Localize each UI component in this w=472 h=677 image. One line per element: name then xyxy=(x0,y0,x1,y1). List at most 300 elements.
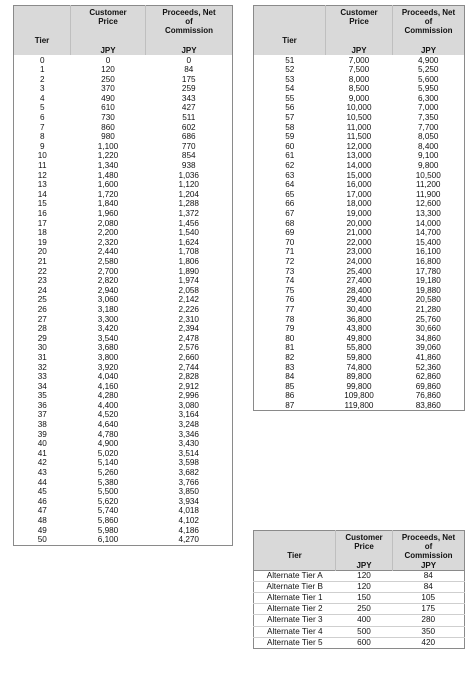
table-row xyxy=(14,247,233,257)
customer-price-cell: 10,500 xyxy=(346,113,372,123)
tier-cell: 37 xyxy=(37,410,47,420)
customer-price-cell: 5,980 xyxy=(97,525,119,535)
tier-cell: 22 xyxy=(37,266,47,276)
customer-price-cell: 500 xyxy=(336,626,393,637)
table-row xyxy=(254,161,465,171)
table-row xyxy=(254,199,465,209)
tier-cell: 12 xyxy=(37,170,47,180)
proceeds-cell: 2,142 xyxy=(178,295,199,305)
customer-price-cell: 610 xyxy=(101,103,115,113)
table-row xyxy=(14,535,233,545)
customer-price-cell: 1,600 xyxy=(97,180,119,190)
tier-cell: 31 xyxy=(37,352,47,362)
tier-cell: 14 xyxy=(37,189,47,199)
tier-cell: Alternate Tier 1 xyxy=(254,592,336,603)
customer-price-cell: 2,940 xyxy=(97,285,119,295)
table-row xyxy=(254,570,465,581)
proceeds-cell: 19,880 xyxy=(415,285,441,295)
table-row xyxy=(14,257,233,267)
proceeds-cell: 686 xyxy=(181,132,196,142)
proceeds-cell: 84 xyxy=(393,581,465,592)
customer-price-cell: 2,080 xyxy=(97,218,119,228)
proceeds-cell: 1,890 xyxy=(178,266,199,276)
proceeds-cell: 511 xyxy=(182,113,196,123)
tier-cell: 24 xyxy=(37,285,47,295)
table-row xyxy=(14,324,233,334)
tier-cell: 38 xyxy=(37,420,47,430)
customer-price-cell: 49,800 xyxy=(346,333,372,343)
customer-price-cell: 28,400 xyxy=(346,285,372,295)
proceeds-cell: 280 xyxy=(393,615,465,626)
customer-price-cell: 27,400 xyxy=(346,276,372,286)
proceeds-cell: 76,860 xyxy=(415,391,441,401)
customer-price-cell: 14,000 xyxy=(346,161,372,171)
customer-price-cell: 4,040 xyxy=(97,372,119,382)
table-row xyxy=(254,315,465,325)
tier-cell: 87 xyxy=(285,400,295,410)
customer-price-cell: 4,520 xyxy=(97,410,119,420)
proceeds-cell: 3,430 xyxy=(178,439,199,449)
table-row xyxy=(254,305,465,315)
tier-cell: 6 xyxy=(39,113,45,123)
table-row xyxy=(14,391,233,401)
proceeds-cell: 105 xyxy=(393,592,465,603)
customer-price-cell: 19,000 xyxy=(346,209,372,218)
table-row xyxy=(254,247,465,257)
proceeds-cell: 427 xyxy=(181,103,196,113)
table-row xyxy=(254,209,465,219)
customer-price-cell: 1,960 xyxy=(97,209,119,218)
tier-cell: 28 xyxy=(37,324,47,334)
tier-cell: 29 xyxy=(37,333,47,343)
table-row xyxy=(254,324,465,334)
tier-cell: 72 xyxy=(285,256,295,266)
table-row xyxy=(254,219,465,229)
table-row xyxy=(254,391,465,401)
customer-price-cell: 980 xyxy=(101,132,115,142)
table-row xyxy=(254,615,465,626)
table-row xyxy=(14,305,233,315)
tier-cell: 39 xyxy=(37,429,47,439)
customer-price-cell: 3,300 xyxy=(97,314,119,324)
proceeds-cell: 2,828 xyxy=(178,372,199,382)
customer-price-cell: 22,000 xyxy=(346,237,372,247)
tier-cell: 61 xyxy=(285,151,295,161)
currency-label: JPY xyxy=(393,561,465,571)
proceeds-cell: 39,060 xyxy=(415,343,441,353)
proceeds-cell: 1,456 xyxy=(178,218,199,228)
proceeds-cell: 11,900 xyxy=(416,189,441,199)
tier-cell: 83 xyxy=(285,362,295,372)
tier-cell: 47 xyxy=(37,506,47,516)
proceeds-cell: 4,900 xyxy=(418,55,439,65)
customer-price-cell: 24,000 xyxy=(346,256,372,266)
customer-price-cell: 5,260 xyxy=(97,468,119,478)
proceeds-cell: 2,310 xyxy=(178,314,199,324)
table-row xyxy=(14,103,233,113)
proceeds-cell: 175 xyxy=(181,74,196,84)
proceeds-cell: 3,346 xyxy=(178,429,199,439)
proceeds-cell: 3,164 xyxy=(178,410,199,420)
customer-price-cell: 12,000 xyxy=(346,141,372,151)
table-row xyxy=(14,401,233,411)
proceeds-cell: 2,912 xyxy=(178,381,199,391)
customer-price-cell: 8,500 xyxy=(348,84,370,94)
table-row xyxy=(14,353,233,363)
table-row xyxy=(254,180,465,190)
tier-cell: 55 xyxy=(285,93,295,103)
proceeds-cell: 3,080 xyxy=(178,400,199,410)
proceeds-cell: 2,576 xyxy=(178,343,199,353)
customer-price-cell: 59,800 xyxy=(346,352,372,362)
table-row xyxy=(14,180,233,190)
table-row xyxy=(254,276,465,286)
table-row xyxy=(254,581,465,592)
customer-price-cell: 2,440 xyxy=(97,247,119,257)
table-row xyxy=(254,401,465,411)
tier-cell: 45 xyxy=(37,487,47,497)
tier-cell: 0 xyxy=(39,55,45,65)
proceeds-cell: 5,950 xyxy=(418,84,439,94)
tier-cell: 10 xyxy=(37,151,47,161)
proceeds-cell: 12,600 xyxy=(415,199,441,209)
proceeds-cell: 25,760 xyxy=(415,314,441,324)
tier-cell: 84 xyxy=(285,372,295,382)
table-row xyxy=(14,363,233,373)
table-row xyxy=(14,334,233,344)
proceeds-cell: 3,850 xyxy=(178,487,199,497)
tier-cell: 35 xyxy=(37,391,47,401)
customer-price-cell: 119,800 xyxy=(344,400,374,410)
customer-price-cell: 0 xyxy=(105,55,111,65)
table-row xyxy=(254,363,465,373)
customer-price-cell: 55,800 xyxy=(346,343,372,353)
table-row xyxy=(14,410,233,420)
table-row xyxy=(254,637,465,648)
proceeds-cell: 3,514 xyxy=(178,448,199,458)
tier-cell: 42 xyxy=(37,458,47,468)
table-row xyxy=(14,123,233,133)
table-row xyxy=(254,334,465,344)
tier-cell: 30 xyxy=(37,343,47,353)
table-row xyxy=(14,276,233,286)
tier-cell: 60 xyxy=(285,141,295,151)
tier-cell: 67 xyxy=(285,209,295,218)
customer-price-cell: 20,000 xyxy=(346,218,372,228)
customer-price-cell: 11,500 xyxy=(346,132,372,142)
customer-price-cell: 89,800 xyxy=(346,372,372,382)
proceeds-cell: 83,860 xyxy=(415,400,441,410)
tier-cell: 86 xyxy=(285,391,295,401)
customer-price-cell: 1,340 xyxy=(97,161,119,171)
tier-cell: Alternate Tier 3 xyxy=(254,615,336,626)
customer-price-cell: 36,800 xyxy=(346,314,372,324)
customer-price-cell: 3,680 xyxy=(97,343,119,353)
tier-cell: 56 xyxy=(285,103,295,113)
customer-price-cell: 5,500 xyxy=(97,487,119,497)
table-row xyxy=(254,123,465,133)
customer-price-cell: 2,820 xyxy=(97,276,119,286)
tier-cell: 54 xyxy=(285,84,295,94)
tier-header: Tier xyxy=(14,6,71,46)
proceeds-cell: 9,800 xyxy=(418,161,439,171)
customer-price-cell: 18,000 xyxy=(346,199,372,209)
tier-cell: 11 xyxy=(38,161,47,171)
customer-price-cell: 4,400 xyxy=(97,400,119,410)
tier-cell: 51 xyxy=(285,55,295,65)
customer-price-cell: 370 xyxy=(101,84,115,94)
customer-price-cell: 9,000 xyxy=(348,93,370,103)
customer-price-cell: 730 xyxy=(101,113,115,123)
table-row xyxy=(254,171,465,181)
tier-cell: 2 xyxy=(39,74,45,84)
table-row xyxy=(14,315,233,325)
tier-cell: 33 xyxy=(37,372,47,382)
customer-price-cell: 43,800 xyxy=(346,324,372,334)
table-row xyxy=(254,65,465,75)
customer-price-cell: 4,280 xyxy=(97,391,119,401)
proceeds-cell: 0 xyxy=(186,55,192,65)
tier-cell: 21 xyxy=(37,256,47,266)
table-row xyxy=(14,142,233,152)
tier-cell: Alternate Tier B xyxy=(254,581,336,592)
table-row xyxy=(14,151,233,161)
tier-cell: 32 xyxy=(37,362,47,372)
customer-price-cell: 4,900 xyxy=(97,439,119,449)
table-row xyxy=(254,132,465,142)
table-row xyxy=(14,449,233,459)
proceeds-cell: 1,036 xyxy=(178,170,199,180)
currency-label: JPY xyxy=(336,561,393,571)
tier-header: Tier xyxy=(254,6,326,46)
tier-subheader xyxy=(254,46,326,55)
table-row xyxy=(14,295,233,305)
tier-cell: 40 xyxy=(37,439,47,449)
table-row xyxy=(254,257,465,267)
table-row xyxy=(14,506,233,516)
customer-price-cell: 5,860 xyxy=(97,516,119,525)
proceeds-cell: 4,270 xyxy=(178,535,199,545)
customer-price-cell: 250 xyxy=(336,604,393,615)
proceeds-cell: 343 xyxy=(181,93,196,103)
tier-cell: 73 xyxy=(285,266,295,276)
customer-price-cell: 10,000 xyxy=(346,103,372,113)
tier-cell: Alternate Tier 5 xyxy=(254,637,336,648)
proceeds-cell: 602 xyxy=(181,122,196,132)
table-row xyxy=(254,113,465,123)
table-row xyxy=(14,94,233,104)
proceeds-cell: 2,226 xyxy=(178,304,199,314)
customer-price-cell: 6,100 xyxy=(97,535,119,545)
customer-price-cell: 3,420 xyxy=(97,324,119,334)
proceeds-cell: 3,766 xyxy=(178,477,199,487)
customer-price-cell: 120 xyxy=(336,581,393,592)
table-row xyxy=(254,84,465,94)
customer-price-cell: 860 xyxy=(101,122,115,132)
tier-cell: 52 xyxy=(285,65,295,75)
customer-price-cell: 30,400 xyxy=(346,304,372,314)
table-row xyxy=(14,458,233,468)
proceeds-cell: 1,372 xyxy=(178,209,199,218)
alternate-tier-table xyxy=(253,530,465,649)
table-row xyxy=(14,420,233,430)
tier-cell: 18 xyxy=(37,228,47,238)
price-tier-table-left xyxy=(13,5,233,546)
table-row xyxy=(14,286,233,296)
proceeds-cell: 62,860 xyxy=(415,372,441,382)
proceeds-cell: 3,934 xyxy=(178,496,199,506)
proceeds-cell: 8,050 xyxy=(418,132,439,142)
customer-price-cell: 400 xyxy=(336,615,393,626)
proceeds-header: Proceeds, Net of Commission xyxy=(393,531,465,561)
tier-cell: 80 xyxy=(285,333,295,343)
customer-price-header: Customer Price xyxy=(336,531,393,561)
tier-cell: 46 xyxy=(37,496,47,506)
proceeds-cell: 84 xyxy=(393,570,465,581)
proceeds-header: Proceeds, Net of Commission xyxy=(393,6,465,46)
customer-price-cell: 21,000 xyxy=(346,228,372,238)
customer-price-cell: 5,140 xyxy=(97,458,119,468)
proceeds-cell: 1,204 xyxy=(178,189,199,199)
proceeds-cell: 21,280 xyxy=(415,304,441,314)
tier-cell: 66 xyxy=(285,199,295,209)
proceeds-cell: 770 xyxy=(181,141,196,151)
tier-cell: 20 xyxy=(37,247,47,257)
customer-price-cell: 2,700 xyxy=(97,266,119,276)
customer-price-cell: 7,500 xyxy=(348,65,370,75)
tier-cell: 15 xyxy=(37,199,47,209)
tier-subheader xyxy=(254,561,336,571)
proceeds-cell: 30,660 xyxy=(415,324,441,334)
proceeds-cell: 5,250 xyxy=(418,65,439,75)
customer-price-cell: 3,920 xyxy=(97,362,119,372)
table-row xyxy=(254,626,465,637)
tier-cell: 5 xyxy=(39,103,45,113)
tier-cell: 78 xyxy=(285,314,295,324)
tier-cell: 3 xyxy=(39,84,45,94)
proceeds-cell: 7,350 xyxy=(418,113,439,123)
table-row xyxy=(254,103,465,113)
customer-price-cell: 2,200 xyxy=(97,228,119,238)
table-row xyxy=(254,382,465,392)
customer-price-cell: 5,740 xyxy=(97,506,119,516)
tier-cell: 77 xyxy=(285,304,295,314)
currency-label: JPY xyxy=(71,46,146,55)
table-row xyxy=(254,190,465,200)
tier-cell: 53 xyxy=(285,74,295,84)
customer-price-cell: 5,380 xyxy=(97,477,119,487)
proceeds-cell: 4,102 xyxy=(178,516,199,525)
table-row xyxy=(14,526,233,536)
customer-price-cell: 3,800 xyxy=(97,352,119,362)
tier-cell: Alternate Tier 2 xyxy=(254,604,336,615)
proceeds-cell: 1,288 xyxy=(178,199,199,209)
proceeds-cell: 1,708 xyxy=(178,247,199,257)
tier-cell: 79 xyxy=(285,324,295,334)
proceeds-cell: 14,000 xyxy=(415,218,441,228)
tier-cell: 13 xyxy=(37,180,47,190)
customer-price-cell: 4,160 xyxy=(97,381,119,391)
tier-cell: 26 xyxy=(37,304,47,314)
table-row xyxy=(254,343,465,353)
customer-price-cell: 490 xyxy=(101,93,115,103)
table-body xyxy=(254,570,465,648)
proceeds-cell: 41,860 xyxy=(415,352,441,362)
proceeds-cell: 2,394 xyxy=(178,324,199,334)
tier-cell: 49 xyxy=(37,525,47,535)
table-row xyxy=(14,113,233,123)
table-row xyxy=(14,84,233,94)
tier-cell: 36 xyxy=(37,400,47,410)
proceeds-cell: 2,058 xyxy=(178,285,199,295)
table-row xyxy=(254,75,465,85)
tier-cell: 62 xyxy=(285,161,295,171)
table-row xyxy=(254,238,465,248)
customer-price-cell: 1,720 xyxy=(97,189,119,199)
tier-cell: 27 xyxy=(37,314,47,324)
customer-price-cell: 1,220 xyxy=(97,151,119,161)
tier-cell: 59 xyxy=(285,132,295,142)
tier-cell: 76 xyxy=(285,295,295,305)
proceeds-cell: 5,600 xyxy=(418,74,439,84)
table-row xyxy=(14,516,233,526)
proceeds-cell: 938 xyxy=(181,161,196,171)
table-row xyxy=(254,94,465,104)
price-tier-table-right xyxy=(253,5,465,411)
tier-cell: 8 xyxy=(39,132,45,142)
proceeds-cell: 2,996 xyxy=(178,391,199,401)
table-row xyxy=(14,487,233,497)
table-row xyxy=(14,228,233,238)
table-row xyxy=(254,55,465,66)
table-body xyxy=(14,55,233,546)
tier-cell: 16 xyxy=(37,209,47,218)
table-row xyxy=(14,161,233,171)
customer-price-cell: 8,000 xyxy=(348,74,370,84)
proceeds-cell: 14,700 xyxy=(415,228,441,238)
table-row xyxy=(254,295,465,305)
tier-subheader xyxy=(14,46,71,55)
table-row xyxy=(14,199,233,209)
tier-cell: 43 xyxy=(37,468,47,478)
proceeds-cell: 259 xyxy=(181,84,196,94)
table-row xyxy=(14,343,233,353)
customer-price-cell: 16,000 xyxy=(346,180,372,190)
tier-cell: 70 xyxy=(285,237,295,247)
customer-price-cell: 11,000 xyxy=(346,122,372,132)
table-row xyxy=(14,75,233,85)
proceeds-cell: 3,682 xyxy=(178,468,199,478)
proceeds-cell: 1,806 xyxy=(178,256,199,266)
proceeds-cell: 16,800 xyxy=(415,256,441,266)
tier-cell: 50 xyxy=(37,535,47,545)
tier-cell: 34 xyxy=(37,381,47,391)
tier-cell: 75 xyxy=(285,285,295,295)
customer-price-cell: 99,800 xyxy=(346,381,372,391)
table-row xyxy=(14,171,233,181)
tier-cell: 9 xyxy=(39,141,45,151)
currency-label: JPY xyxy=(393,46,465,55)
proceeds-cell: 4,186 xyxy=(178,525,199,535)
proceeds-cell: 13,300 xyxy=(415,209,441,218)
tier-cell: Alternate Tier A xyxy=(254,570,336,581)
table-row xyxy=(14,430,233,440)
proceeds-cell: 175 xyxy=(393,604,465,615)
tier-cell: 7 xyxy=(39,122,45,132)
table-row xyxy=(14,190,233,200)
customer-price-cell: 3,060 xyxy=(97,295,119,305)
proceeds-header: Proceeds, Net of Commission xyxy=(146,6,233,46)
